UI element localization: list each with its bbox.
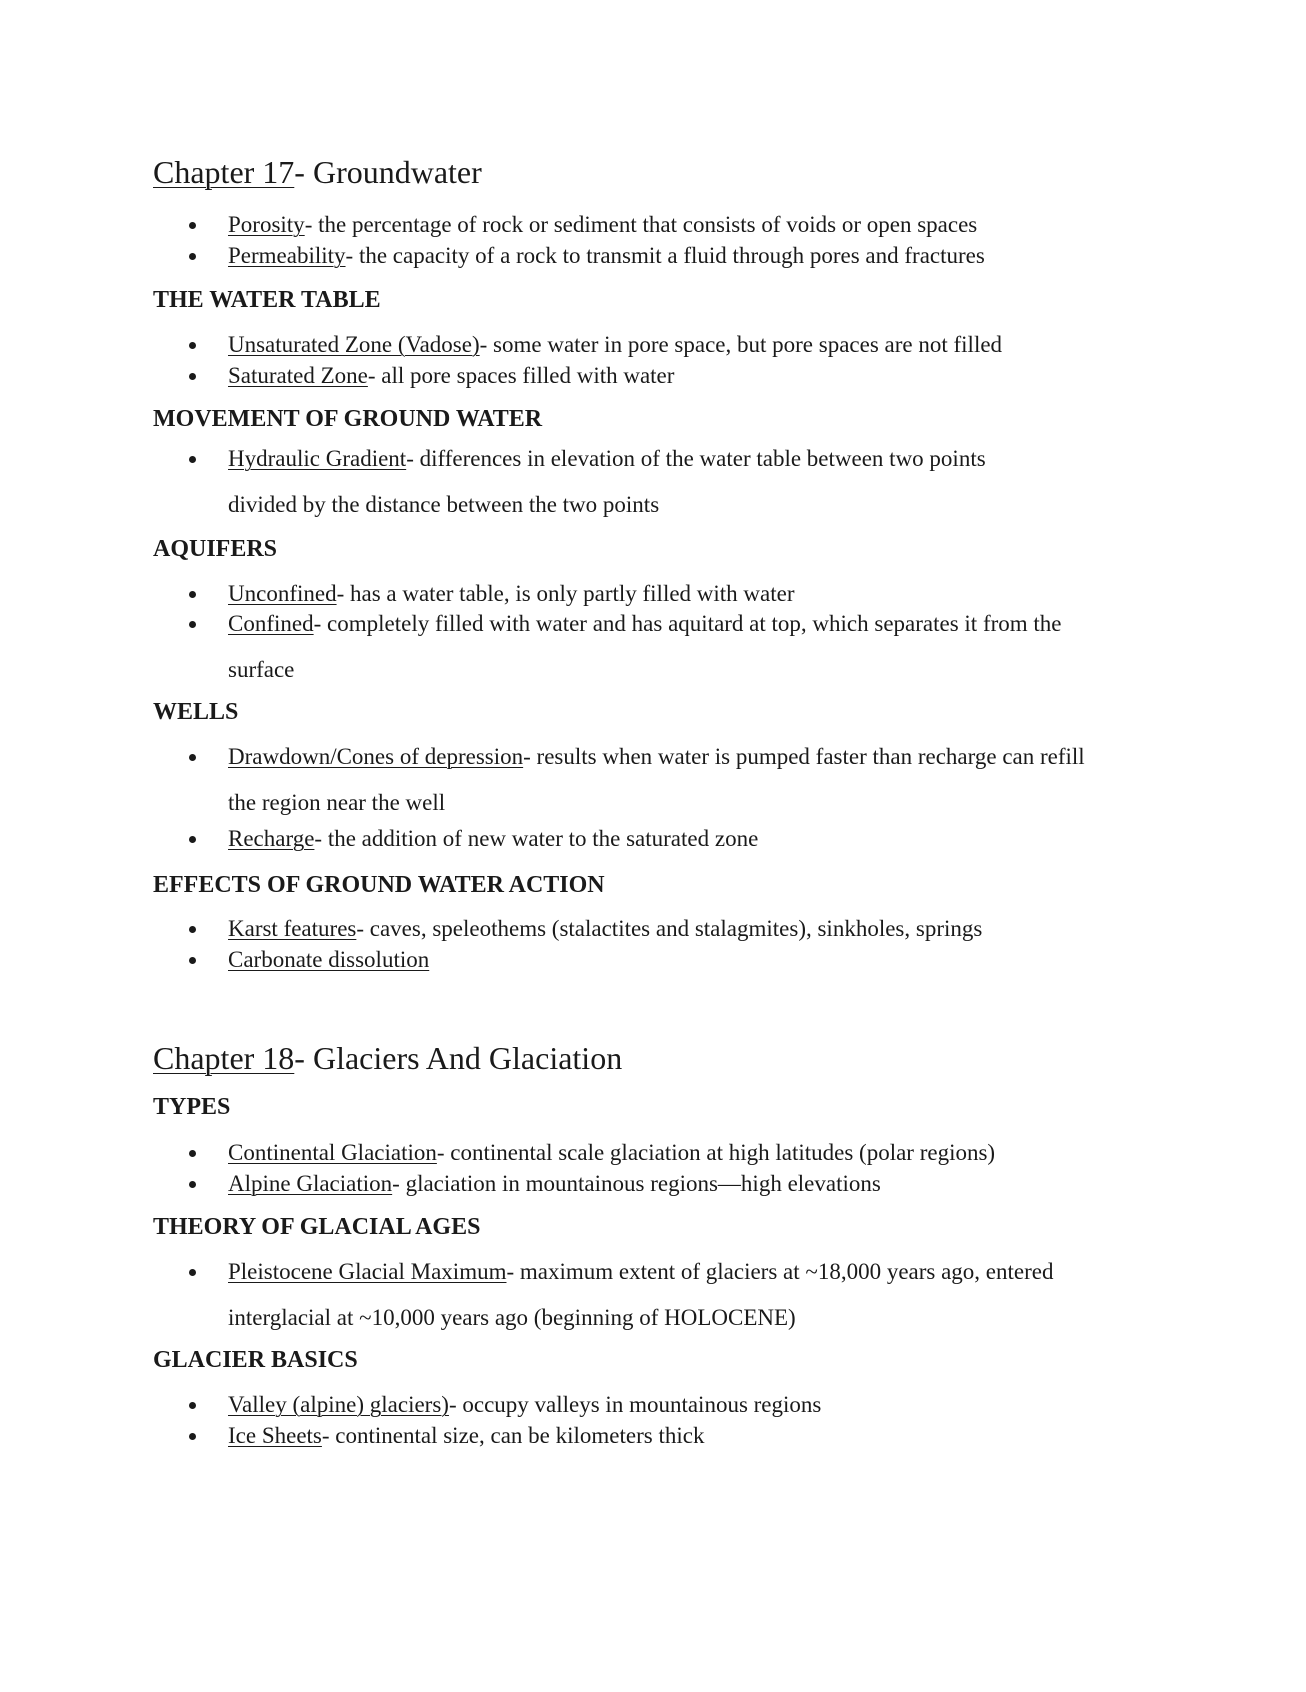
- bullet-icon: [189, 591, 196, 598]
- term: Recharge: [228, 826, 315, 851]
- term: Confined: [228, 611, 314, 636]
- term: Unconfined: [228, 581, 337, 606]
- term: Drawdown/Cones of depression: [228, 744, 524, 769]
- chapter-label: Chapter 17: [153, 154, 295, 190]
- list-item: [153, 1389, 1153, 1420]
- definition: - the percentage of rock or sediment that consists of voids or open spaces: [304, 212, 978, 237]
- section-heading-wells: WELLS: [153, 699, 239, 725]
- term: Alpine Glaciation: [228, 1171, 393, 1196]
- movement-list: [153, 436, 1153, 528]
- bullet-icon: [189, 621, 196, 628]
- term: Ice Sheets: [228, 1423, 322, 1448]
- bullet-icon: [189, 1150, 196, 1157]
- bullet-icon: [189, 957, 196, 964]
- term: Karst features: [228, 916, 357, 941]
- bullet-icon: [189, 1181, 196, 1188]
- bullet-icon: [189, 373, 196, 380]
- list-item: [153, 329, 1153, 360]
- effects-list: [153, 913, 1153, 975]
- term: Porosity: [228, 212, 305, 237]
- bullet-icon: [189, 456, 196, 463]
- water-table-list: [153, 329, 1153, 391]
- bullet-icon: [189, 754, 196, 761]
- chapter-name: - Glaciers And Glaciation: [294, 1040, 623, 1076]
- chapter-17-title: [153, 152, 482, 192]
- list-item: [153, 1137, 1153, 1168]
- section-heading-movement: MOVEMENT OF GROUND WATER: [153, 406, 543, 432]
- list-item: [153, 436, 1058, 528]
- definition: - continental scale glaciation at high latitudes (polar regions): [436, 1140, 996, 1165]
- definition: - caves, speleothems (stalactites and stalagmites), sinkholes, springs: [356, 916, 983, 941]
- bullet-icon: [189, 253, 196, 260]
- chapter-18-title: [153, 1038, 622, 1078]
- list-item: [153, 944, 1153, 975]
- term: Continental Glaciation: [228, 1140, 437, 1165]
- term: Carbonate dissolution: [228, 947, 430, 972]
- section-heading-glacier-basics: GLACIER BASICS: [153, 1347, 358, 1373]
- glacial-ages-list: [153, 1249, 1153, 1341]
- list-item: [153, 823, 1153, 854]
- definition: - glaciation in mountainous regions—high elevations: [392, 1171, 881, 1196]
- bullet-icon: [189, 342, 196, 349]
- section-heading-glacial-ages: THEORY OF GLACIAL AGES: [153, 1214, 481, 1240]
- section-heading-aquifers: AQUIFERS: [153, 536, 278, 562]
- term: Pleistocene Glacial Maximum: [228, 1259, 507, 1284]
- definition: - the capacity of a rock to transmit a fluid through pores and fractures: [345, 243, 985, 268]
- section-heading-effects: EFFECTS OF GROUND WATER ACTION: [153, 872, 605, 898]
- term: Hydraulic Gradient: [228, 446, 407, 471]
- definition: - some water in pore space, but pore spaces are not filled: [479, 332, 1003, 357]
- list-item: [153, 1249, 1143, 1341]
- section-heading-water-table: THE WATER TABLE: [153, 287, 381, 313]
- definition: - differences in elevation of the water table between two points divided by the distance between the two points: [228, 446, 986, 517]
- term: Valley (alpine) glaciers): [228, 1392, 449, 1417]
- chapter-label: Chapter 18: [153, 1040, 295, 1076]
- section-heading-types: TYPES: [153, 1094, 231, 1120]
- definition: - the addition of new water to the saturated zone: [314, 826, 759, 851]
- intro-terms-list: [153, 209, 1153, 271]
- definition: - results when water is pumped faster than recharge can refill the region near the well: [228, 744, 1085, 815]
- bullet-icon: [189, 926, 196, 933]
- list-item: [153, 734, 1118, 826]
- term: Unsaturated Zone (Vadose): [228, 332, 480, 357]
- list-item: [153, 240, 1153, 271]
- definition: - maximum extent of glaciers at ~18,000 years ago, entered interglacial at ~10,000 years ago (beginning of HOLOCENE): [228, 1259, 1054, 1330]
- list-item: [153, 360, 1153, 391]
- aquifers-list-cont: [153, 601, 1153, 693]
- definition: - completely filled with water and has aquitard at top, which separates it from the surface: [228, 611, 1062, 682]
- wells-list-cont: [153, 823, 1153, 854]
- definition: - all pore spaces filled with water: [367, 363, 675, 388]
- types-list: [153, 1137, 1153, 1199]
- bullet-icon: [189, 1433, 196, 1440]
- chapter-name: - Groundwater: [294, 154, 482, 190]
- list-item: [153, 1420, 1153, 1451]
- term: Saturated Zone: [228, 363, 368, 388]
- definition: - has a water table, is only partly filled with water: [336, 581, 795, 606]
- bullet-icon: [189, 836, 196, 843]
- bullet-icon: [189, 1269, 196, 1276]
- wells-list: [153, 734, 1153, 826]
- definition: - occupy valleys in mountainous regions: [448, 1392, 822, 1417]
- list-item: [153, 1168, 1153, 1199]
- list-item: [153, 913, 1153, 944]
- term: Permeability: [228, 243, 346, 268]
- definition: - continental size, can be kilometers thick: [321, 1423, 705, 1448]
- list-item: [153, 209, 1153, 240]
- glacier-basics-list: [153, 1389, 1153, 1451]
- bullet-icon: [189, 222, 196, 229]
- list-item: [153, 601, 1108, 693]
- bullet-icon: [189, 1402, 196, 1409]
